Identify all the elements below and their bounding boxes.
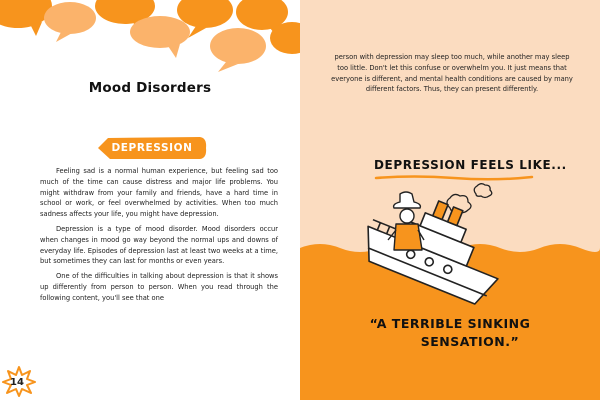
continued-paragraph: person with depression may sleep too much, while another may sleep too little. Don't let this confuse or overwhelm you. It just means that everyone is different, and mental health conditions are caused by many different factors. Thus, they can present differently. — [331, 53, 573, 94]
quote — [300, 315, 600, 351]
quote-line-1: “A TERRIBLE SINKING — [369, 316, 531, 331]
section-label: DEPRESSION — [111, 142, 193, 154]
speech-bubble-icon — [44, 2, 96, 42]
section-label-banner — [96, 136, 208, 160]
quote-line-2: SENSATION.” — [420, 334, 520, 349]
body-text — [40, 166, 278, 308]
feels-like-heading: DEPRESSION FEELS LIKE... — [374, 158, 567, 172]
sinking-ship-illustration — [300, 180, 600, 400]
paragraph-3: One of the difficulties in talking about depression is that it shows up differently from person to person. When you read through the following content, you'll see that one — [40, 272, 278, 302]
page-number-badge — [2, 365, 36, 397]
speech-bubble-icon — [130, 16, 190, 58]
speech-bubble-icon — [210, 28, 266, 72]
right-page — [300, 0, 600, 400]
continued-text — [330, 52, 574, 95]
paragraph-1: Feeling sad is a normal human experience, but feeling sad too much of the time can cause distress and major life problems. You might withdraw from your family and friends, have a hard time in school or work, or feel overwhelmed by activities. When too much sadness affects your life, you might have depression. — [40, 167, 278, 219]
speech-bubbles-decoration — [0, 0, 300, 75]
chapter-title: Mood Disorders — [88, 80, 212, 96]
page-number: 14 — [10, 377, 24, 388]
paragraph-2: Depression is a type of mood disorder. Mood disorders occur when changes in mood go way beyond the normal ups and downs of everyday life. Episodes of depression last at least two weeks at a time, but sometimes they can last for months or even years. — [40, 224, 278, 266]
